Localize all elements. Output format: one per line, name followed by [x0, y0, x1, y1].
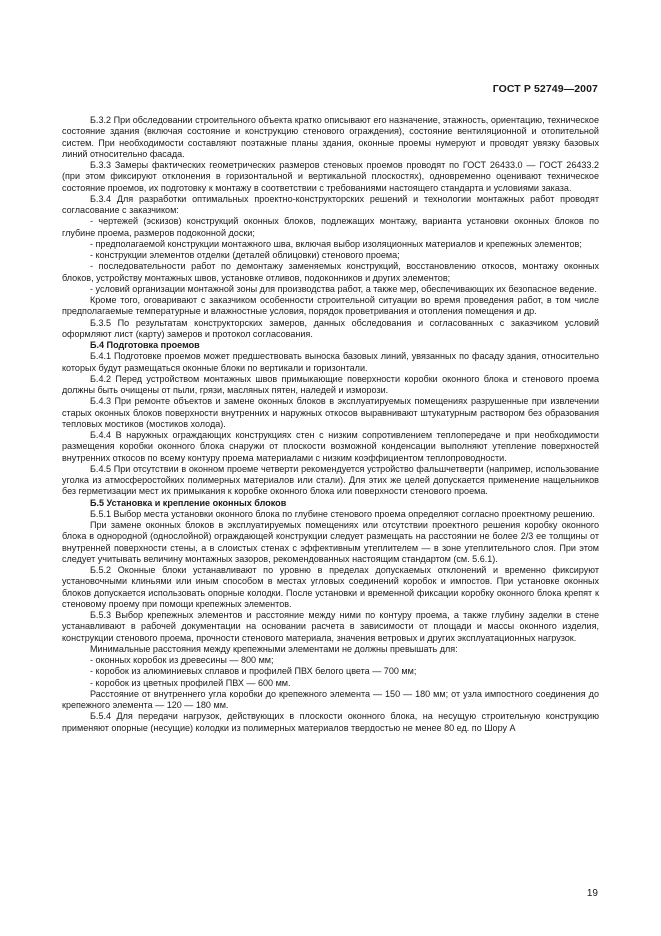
paragraph-b-5-2: Б.5.2 Оконные блоки устанавливают по уровню в пределах допускаемых отклонений и временно фиксируют установочными клиньями или иным способом в местах угловых соединений коробок и импостов. При установке оконных блоков допускается использовать опорные колодки. После установки и временной фиксации коробку оконного блока крепят к стеновому проему при помощи крепежных элементов. — [62, 565, 599, 609]
list-item: - конструкции элементов отделки (деталей облицовки) стенового проема; — [90, 250, 400, 260]
paragraph-b-4-4: Б.4.4 В наружных ограждающих конструкциях стен с низким сопротивлением теплопередаче и при необходимости размещения коробки оконного блока снаружи от плоскости возможной конденсации выполняют утепление поверхностей внутренних откосов по всему контуру проема материалами с низким коэффициентом теплопроводности. — [62, 430, 599, 463]
paragraph-b-3-3: Б.3.3 Замеры фактических геометрических размеров стеновых проемов проводят по ГОСТ 26433.0 — ГОСТ 26433.2 (при этом фиксируют отклонения в горизонтальной и вертикальной плоскостях), одновременно оценивают техническое состояние проемов, их подготовку к монтажу в соответствии с требованиями настоящего стандарта и условиями заказа. — [62, 160, 599, 193]
paragraph-b-3-2: Б.3.2 При обследовании строительного объекта кратко описывают его назначение, этажность, ориентацию, техническое состояние здания (включая состояние и конструкцию стенового ограждения), состояние вентиляционной и отопительной систем. При необходимости составляют поэтажные планы здания, оконные проемы нумеруют и проводят увязку базовых линий относительно фасада. — [62, 115, 599, 159]
paragraph: Расстояние от внутреннего угла коробки до крепежного элемента — 150 — 180 мм; от узла импостного соединения до крепежного элемента — 120 — 180 мм. — [62, 688, 599, 710]
paragraph-b-4-3: Б.4.3 При ремонте объектов и замене оконных блоков в эксплуатируемых помещениях разрушенные при извлечении старых оконных блоков поверхности внутренних и наружных откосов выравнивают штукатурным раствором без образования тепловых мостиков (мостиков холода). — [62, 396, 599, 429]
list-item: - коробок из алюминиевых сплавов и профилей ПВХ белого цвета — 700 мм; — [90, 666, 417, 677]
subsection-heading-b-5: Б.5 Установка и крепление оконных блоков — [90, 497, 287, 508]
document-body — [62, 115, 599, 734]
paragraph-b-4-1: Б.4.1 Подготовке проемов может предшествовать выноска базовых линий, увязанных по фасаду здания, относительно которых будут размещаться оконные блоки по вертикали и горизонтали. — [62, 351, 599, 373]
paragraph-b-3-4: Б.3.4 Для разработки оптимальных проектно-конструкторских решений и технологии монтажных работ проводят согласование с заказчиком: — [62, 193, 599, 215]
paragraph-b-4-5: Б.4.5 При отсутствии в оконном проеме четверти рекомендуется устройство фальшчетверти (например, использование уголка из атмосферостойких полимерных материалов или стали). Для этих же целей допускается применение нащельников без герметизации мест их примыкания к коробке оконного блока или поверхности стенового проема. — [62, 463, 599, 497]
paragraph-b-4-2: Б.4.2 Перед устройством монтажных швов примыкающие поверхности коробки оконного блока и стенового проема должны быть очищены от пыли, грязи, масляных пятен, наледей и изморози. — [62, 373, 599, 395]
paragraph-b-5-3: Б.5.3 Выбор крепежных элементов и расстояние между ними по контуру проема, а также глубину заделки в стене устанавливают в рабочей документации на основании расчета в зависимости от площади и массы оконного изделия, конструкции стенового проема, прочности стенового материала, значения ветровых и других эксплуатационных нагрузок. — [62, 610, 599, 643]
list-item: - коробок из цветных профилей ПВХ — 600 мм. — [90, 677, 291, 688]
list-item: - оконных коробок из древесины — 800 мм; — [90, 655, 274, 665]
paragraph-b-5-4: Б.5.4 Для передачи нагрузок, действующих в плоскости оконного блока, на несущую строительную конструкцию применяют опорные (несущие) колодки из полимерных материалов твердостью не менее 80 ед. по Шору А — [62, 711, 599, 733]
list-item: - предполагаемой конструкции монтажного шва, включая выбор изоляционных материалов и крепежных элементов; — [90, 238, 582, 249]
page-number: 19 — [586, 888, 598, 899]
subsection-heading-b-4: Б.4 Подготовка проемов — [90, 340, 200, 350]
paragraph-b-5-1: Б.5.1 Выбор места установки оконного блока по глубине стенового проема определяют согласно проектному решению. — [90, 508, 595, 519]
paragraph: При замене оконных блоков в эксплуатируемых помещениях или отсутствии проектного решения коробку оконного блока в однородной (однослойной) ограждающей конструкции следует размещать на расстоянии не более 2/3 ее толщины от внутренней поверхности стены, а в слоистых стенах с эффективным утеплителем — в зоне утеплительного слоя. При этом следует учитывать величину монтажных зазоров, рекомендованных настоящим стандартом (см. 5.6.1). — [62, 520, 599, 564]
list-item: - условий организации монтажной зоны для производства работ, а также мер, обеспечивающих их безопасное ведение. — [90, 283, 597, 294]
list-item: - последовательности работ по демонтажу заменяемых конструкций, восстановлению откосов, монтажу оконных блоков, устройству монтажных швов, установке отливов, подоконников и других элементов; — [62, 261, 599, 283]
paragraph-b-3-5: Б.3.5 По результатам конструкторских замеров, данных обследования и согласованных с заказчиком условий оформляют лист (карту) замеров и протокол согласования. — [62, 317, 599, 339]
paragraph: Кроме того, оговаривают с заказчиком особенности строительной ситуации во время проведения работ, в том числе предполагаемые температурные и влажностные условия, порядок проветривания и отопления помещения и др. — [62, 295, 599, 317]
document-header: ГОСТ Р 52749—2007 — [492, 83, 598, 95]
paragraph: Минимальные расстояния между крепежными элементами не должны превышать для: — [90, 643, 458, 654]
list-item: - чертежей (эскизов) конструкций оконных блоков, подлежащих монтажу, варианта установки оконных блоков по глубине проема, размеров подоконной доски; — [62, 216, 599, 238]
